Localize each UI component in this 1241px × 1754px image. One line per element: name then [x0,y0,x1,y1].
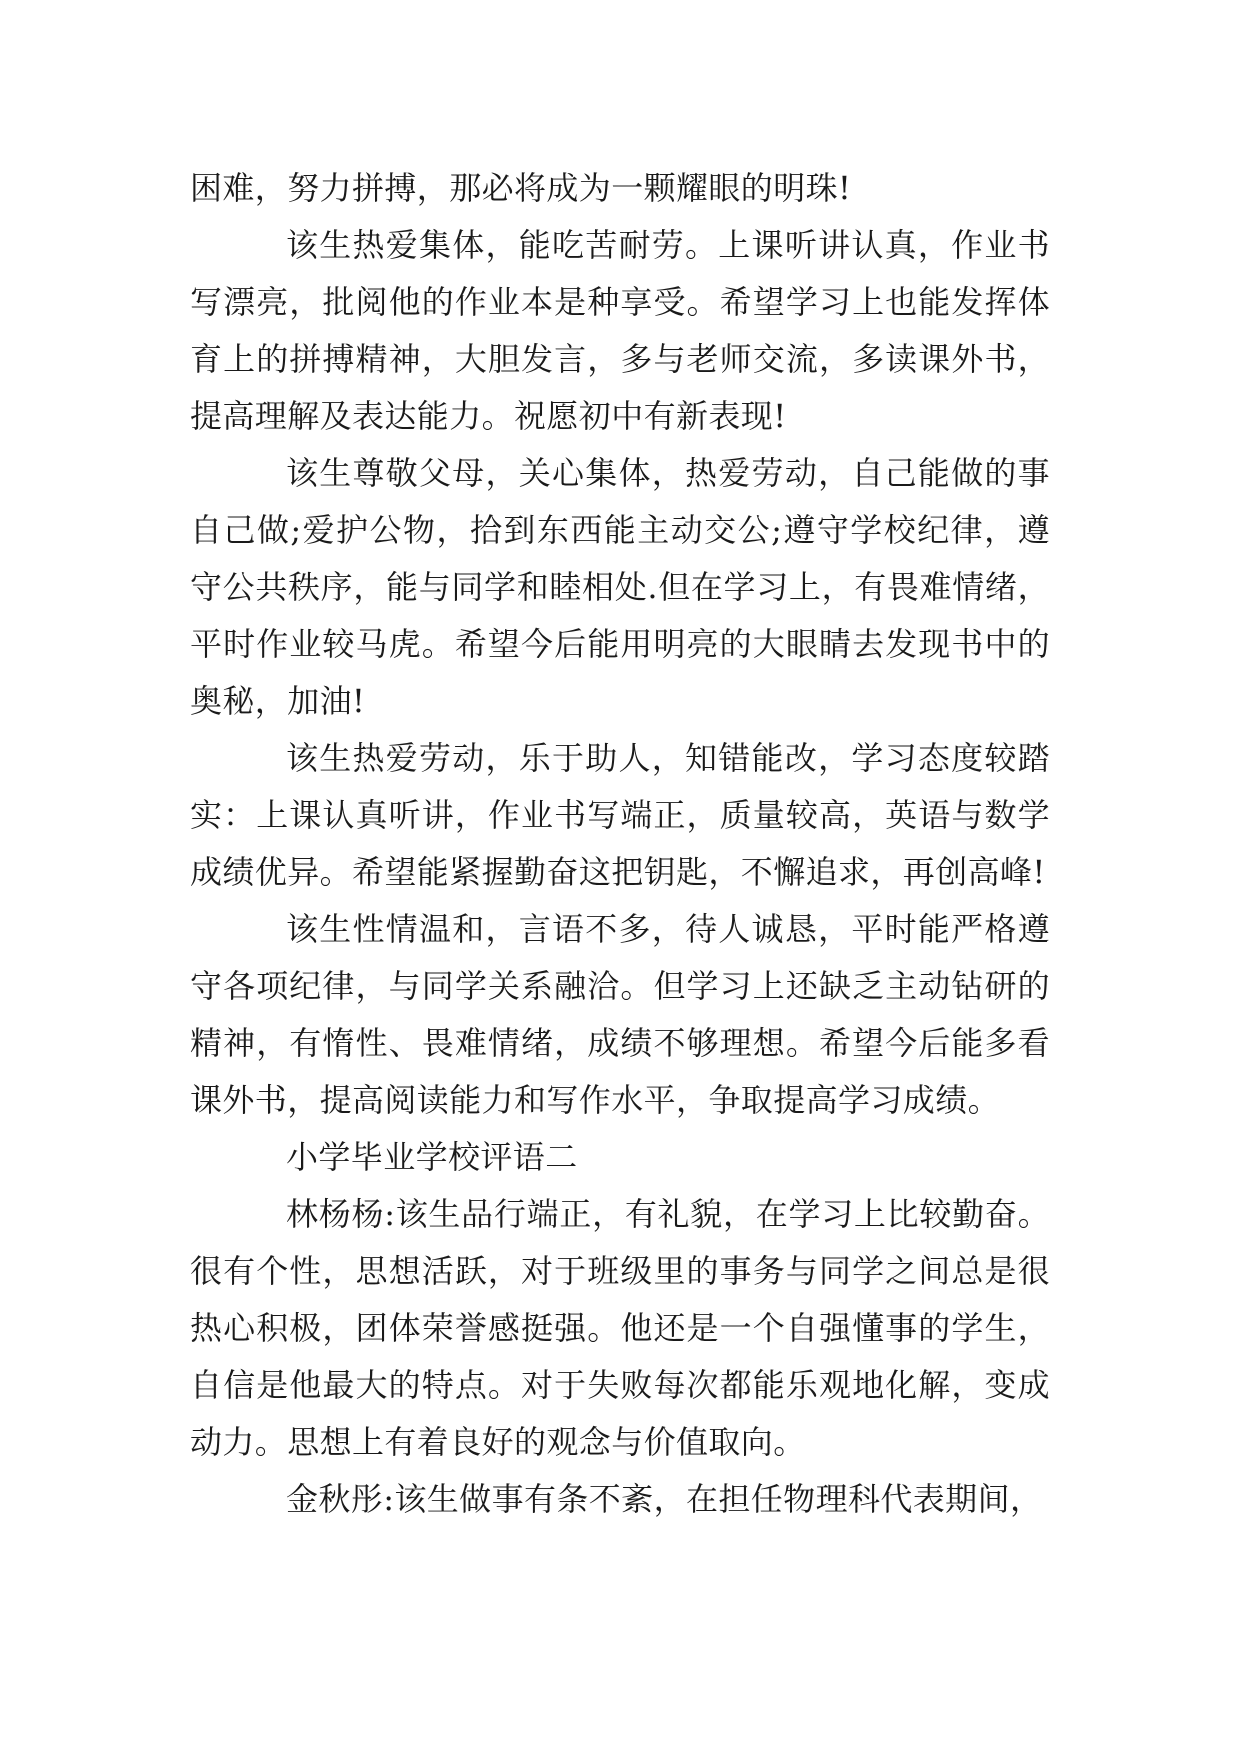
paragraph-3: 该生尊敬父母，关心集体，热爱劳动，自己能做的事自己做;爱护公物，拾到东西能主动交公;遵守学校纪律，遵守公共秩序，能与同学和睦相处.但在学习上，有畏难情绪，平时作业较马虎。希望今后能用明亮的大眼睛去发现书中的奥秘，加油! [190,454,1050,720]
paragraph-1: 困难，努力拼搏，那必将成为一颗耀眼的明珠! [190,169,852,207]
paragraph-8: 金秋彤:该生做事有条不紊，在担任物理科代表期间， [286,1480,1043,1518]
paragraph-2: 该生热爱集体，能吃苦耐劳。上课听讲认真，作业书写漂亮，批阅他的作业本是种享受。希望学习上也能发挥体育上的拼搏精神，大胆发言，多与老师交流，多读课外书，提高理解及表达能力。祝愿初中有新表现! [190,226,1050,435]
document-body [190,160,1050,1528]
paragraph-5: 该生性情温和，言语不多，待人诚恳，平时能严格遵守各项纪律，与同学关系融洽。但学习上还缺乏主动钻研的精神，有惰性、畏难情绪，成绩不够理想。希望今后能多看课外书，提高阅读能力和写作水平，争取提高学习成绩。 [190,910,1050,1119]
paragraph-4: 该生热爱劳动，乐于助人，知错能改，学习态度较踏实：上课认真听讲，作业书写端正，质量较高，英语与数学成绩优异。希望能紧握勤奋这把钥匙，不懈追求，再创高峰! [190,739,1050,891]
paragraph-7: 林杨杨:该生品行端正，有礼貌，在学习上比较勤奋。很有个性，思想活跃，对于班级里的事务与同学之间总是很热心积极，团体荣誉感挺强。他还是一个自强懂事的学生，自信是他最大的特点。对于失败每次都能乐观地化解，变成动力。思想上有着良好的观念与价值取向。 [190,1195,1050,1461]
section-heading: 小学毕业学校评语二 [286,1138,578,1176]
